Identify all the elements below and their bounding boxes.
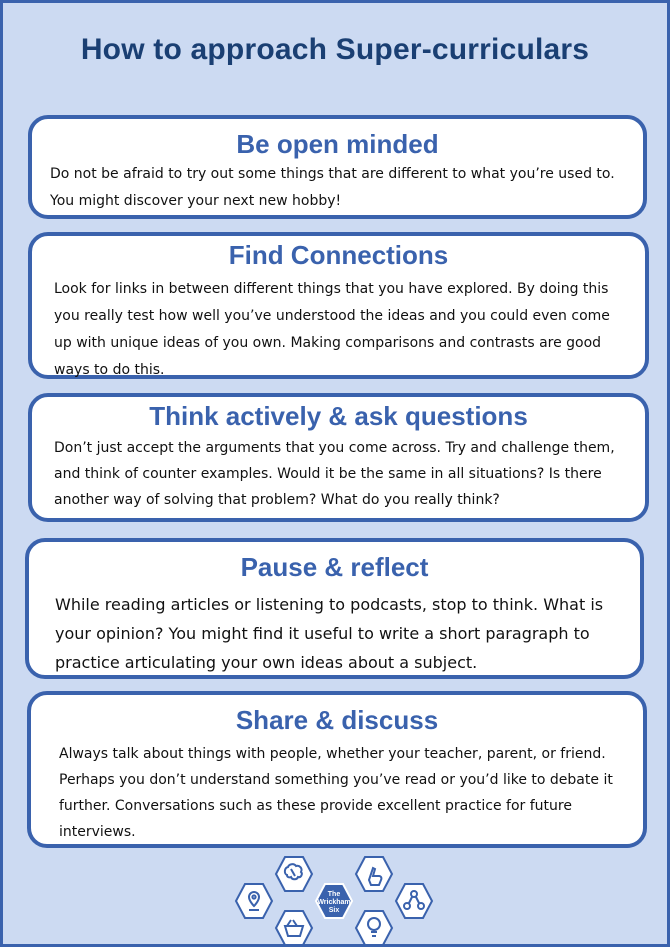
tip-heading: Be open minded xyxy=(236,129,439,159)
tip-body: While reading articles or listening to podcasts, stop to think. What is your opinion? You might find it useful to write a short paragraph to practice articulating your own ideas about a subject. xyxy=(55,595,604,672)
tip-card-think-actively xyxy=(28,393,649,522)
page-title: How to approach Super-curriculars xyxy=(80,33,590,66)
lightbulb-icon xyxy=(356,911,392,945)
tip-body: Look for links in between different things that you have explored. By doing this you really test how well you’ve understood the ideas and you could even come up with unique ideas of you own. Making comparisons and contrasts are good ways to do this. xyxy=(54,281,610,378)
tip-body: Always talk about things with people, whether your teacher, parent, or friend. Perhaps you don’t understand something you’ve read or you’d like to debate it further. Conversations such as these provide excellent practice for future interviews. xyxy=(59,746,613,840)
location-pin-icon xyxy=(236,884,272,918)
tip-body: Do not be afraid to try out some things that are different to what you’re used to. You might discover your next new hobby! xyxy=(50,166,615,209)
tip-card-pause-reflect xyxy=(25,538,644,679)
brain-icon xyxy=(276,857,312,891)
tip-card-open-minded xyxy=(28,115,647,219)
tip-heading: Share & discuss xyxy=(235,705,439,735)
sharing-icon xyxy=(396,884,432,918)
tip-body: Don’t just accept the arguments that you come across. Try and challenge them, and think of counter examples. Would it be the same in all situations? Is there another way of solving that problem? What do you really think? xyxy=(54,440,615,508)
logo-text-line3: Six xyxy=(328,907,340,914)
tip-heading: Find Connections xyxy=(228,240,449,270)
logo-text-line1: The xyxy=(327,891,341,898)
logo-text-line2: Wrickham xyxy=(317,899,351,906)
tip-card-share-discuss xyxy=(27,691,647,848)
pointing-hand-icon xyxy=(356,857,392,891)
tip-card-find-connections xyxy=(28,232,649,379)
handshake-icon xyxy=(276,911,312,945)
wrickham-six-logo xyxy=(231,854,437,946)
tip-heading: Pause & reflect xyxy=(240,552,429,582)
tip-heading: Think actively & ask questions xyxy=(149,401,528,431)
